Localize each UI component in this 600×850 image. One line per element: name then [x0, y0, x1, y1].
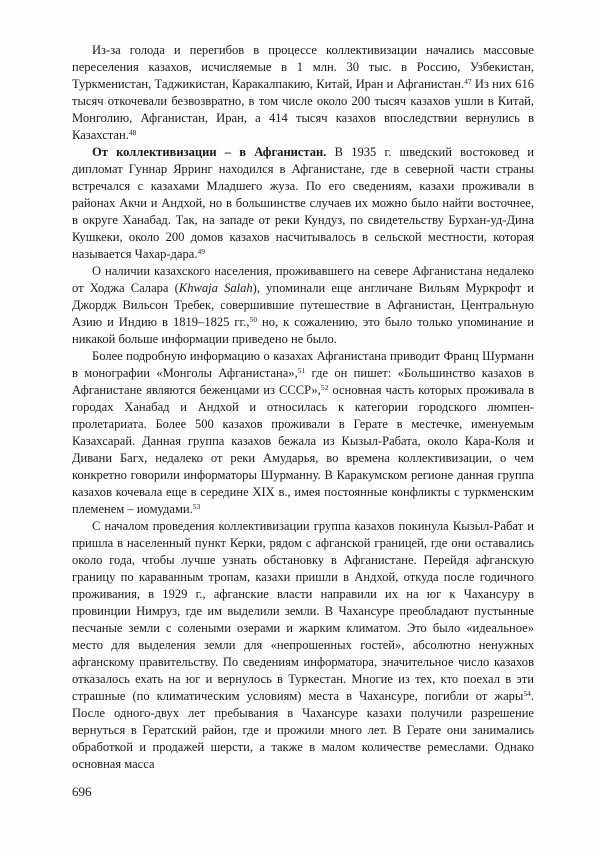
page-number: 696 [72, 784, 92, 799]
footnote-ref-51: 51 [297, 366, 306, 375]
paragraph-3-text-end: но, к сожалению, это было только упоминание и никакой больше информации приведено не было. [72, 315, 534, 346]
paragraph-3-text: О наличии казахского населения, проживавшего на севере Афганистана недалеко от Ходжа Салара ( [72, 264, 534, 295]
paragraph-1 [72, 42, 534, 144]
paragraph-4-text: Более подробную информацию о казахах Афганистана приводит Франц Шурманн в монографии «Монголы Афганистана», [72, 349, 534, 380]
paragraph-3-text-cont: ), упоминали еще англичане Вильям Муркрофт и Джордж Вильсон Требек, совершившие путешествие в Афганистан, Центральную Азию и Индию в 1819–1825 гг., [72, 281, 534, 329]
italic-place-name: Khwaja Salah [178, 281, 253, 295]
paragraph-2-text: В 1935 г. шведский востоковед и дипломат Гуннар Ярринг находился в Афганистане, где в северной части страны встречался с казахами Младшего жуза. По его сведениям, казахи проживали в районах Акчи и Андхой, но в большинстве случаев их можно было найти восточнее, в округе Ханабад. Так, на западе от реки Кундуз, по свидетельству Бурхан-уд-Дина Кушкеки, около 200 домов казахов насчитывалось в сельской местности, которая называется Чахар-дара. [72, 145, 535, 261]
footnote-ref-52: 52 [320, 383, 329, 392]
paragraph-4 [72, 348, 534, 518]
paragraph-4-text-cont: где он пишет: «Большинство казахов в Афганистане являются беженцами из СССР», [72, 366, 534, 397]
paragraph-1-text-cont: Из них 616 тысяч откочевали безвозвратно, в том числе около 200 тысяч казахов ушли в Китай, Монголию, Афганистан, Иран, а 414 тысяч казахов впоследствии вернулись в Казахстан. [72, 77, 534, 142]
footnote-ref-49: 49 [197, 247, 205, 256]
body-text [72, 42, 534, 773]
paragraph-2 [72, 144, 534, 263]
paragraph-1-text: Из-за голода и перегибов в процессе коллективизации начались массовые переселения казахов, исчисляемые в 1 млн. 30 тыс. в Россию, Узбекистан, Туркменистан, Таджикистан, Каракалпакию, Китай, Иран и Афганистан. [72, 43, 534, 91]
paragraph-4-text-end: основная часть которых проживала в городах Ханабад и Андхой и относилась к категории городского люмпен-пролетариата. Более 500 казахов проживали в Герате в местечке, именуемым Казахсарай. Данная группа казахов бежала из Кызыл-Рабата, около Кара-Коля и Дивани Багх, недалеко от реки Амударья, во времена коллективизации, о чем конкретно говорили информаторы Шурманну. В Каракумском регионе данная группа казахов кочевала еще в середине XIX в., имея постоянные конфликты с туркменским племенем – иомудами. [72, 383, 535, 516]
footnote-ref-48: 48 [128, 128, 137, 137]
paragraph-5-text: С началом проведения коллективизации группа казахов покинула Кызыл-Рабат и пришла в населенный пункт Керки, рядом с афганской границей, где они оставались около года, чтобы лучше узнать обстановку в Афганистане. Перейдя афганскую границу по караванным тропам, казахи пришли в Андхой, откуда после годичного проживания, в 1929 г., афганские власти направили их на юг к Чахансуру в провинции Нимруз, где им выделили земли. В Чахансуре преобладают пустынные песчаные земли с солеными озерами и жарким климатом. Это было «идеальное» место для выделения земли для «непрошенных гостей», абсолютно ненужных афганскому правительству. По сведениям информатора, значительное число казахов отказалось ехать на юг и вернулось в Туркестан. Многие из тех, кто поехал в эти страшные (по климатическим условиям) места в Чахансуре, погибли от жары [72, 519, 534, 703]
section-heading: От коллективизации – в Афганистан. [92, 145, 327, 159]
paragraph-3 [72, 263, 534, 348]
footnote-ref-47: 47 [464, 77, 472, 86]
paragraph-5 [72, 518, 534, 773]
paragraph-5-text-cont: . После одного-двух лет пребывания в Чахансуре казахи получили разрешение вернуться в Гератский район, где и прожили много лет. В Герате они занимались обработкой и продажей шерсти, а также в малом количестве ремеслами. Однако основная масса [72, 689, 534, 771]
footnote-ref-50: 50 [249, 315, 258, 324]
footnote-ref-54: 54 [523, 689, 531, 698]
footnote-ref-53: 53 [192, 502, 201, 511]
